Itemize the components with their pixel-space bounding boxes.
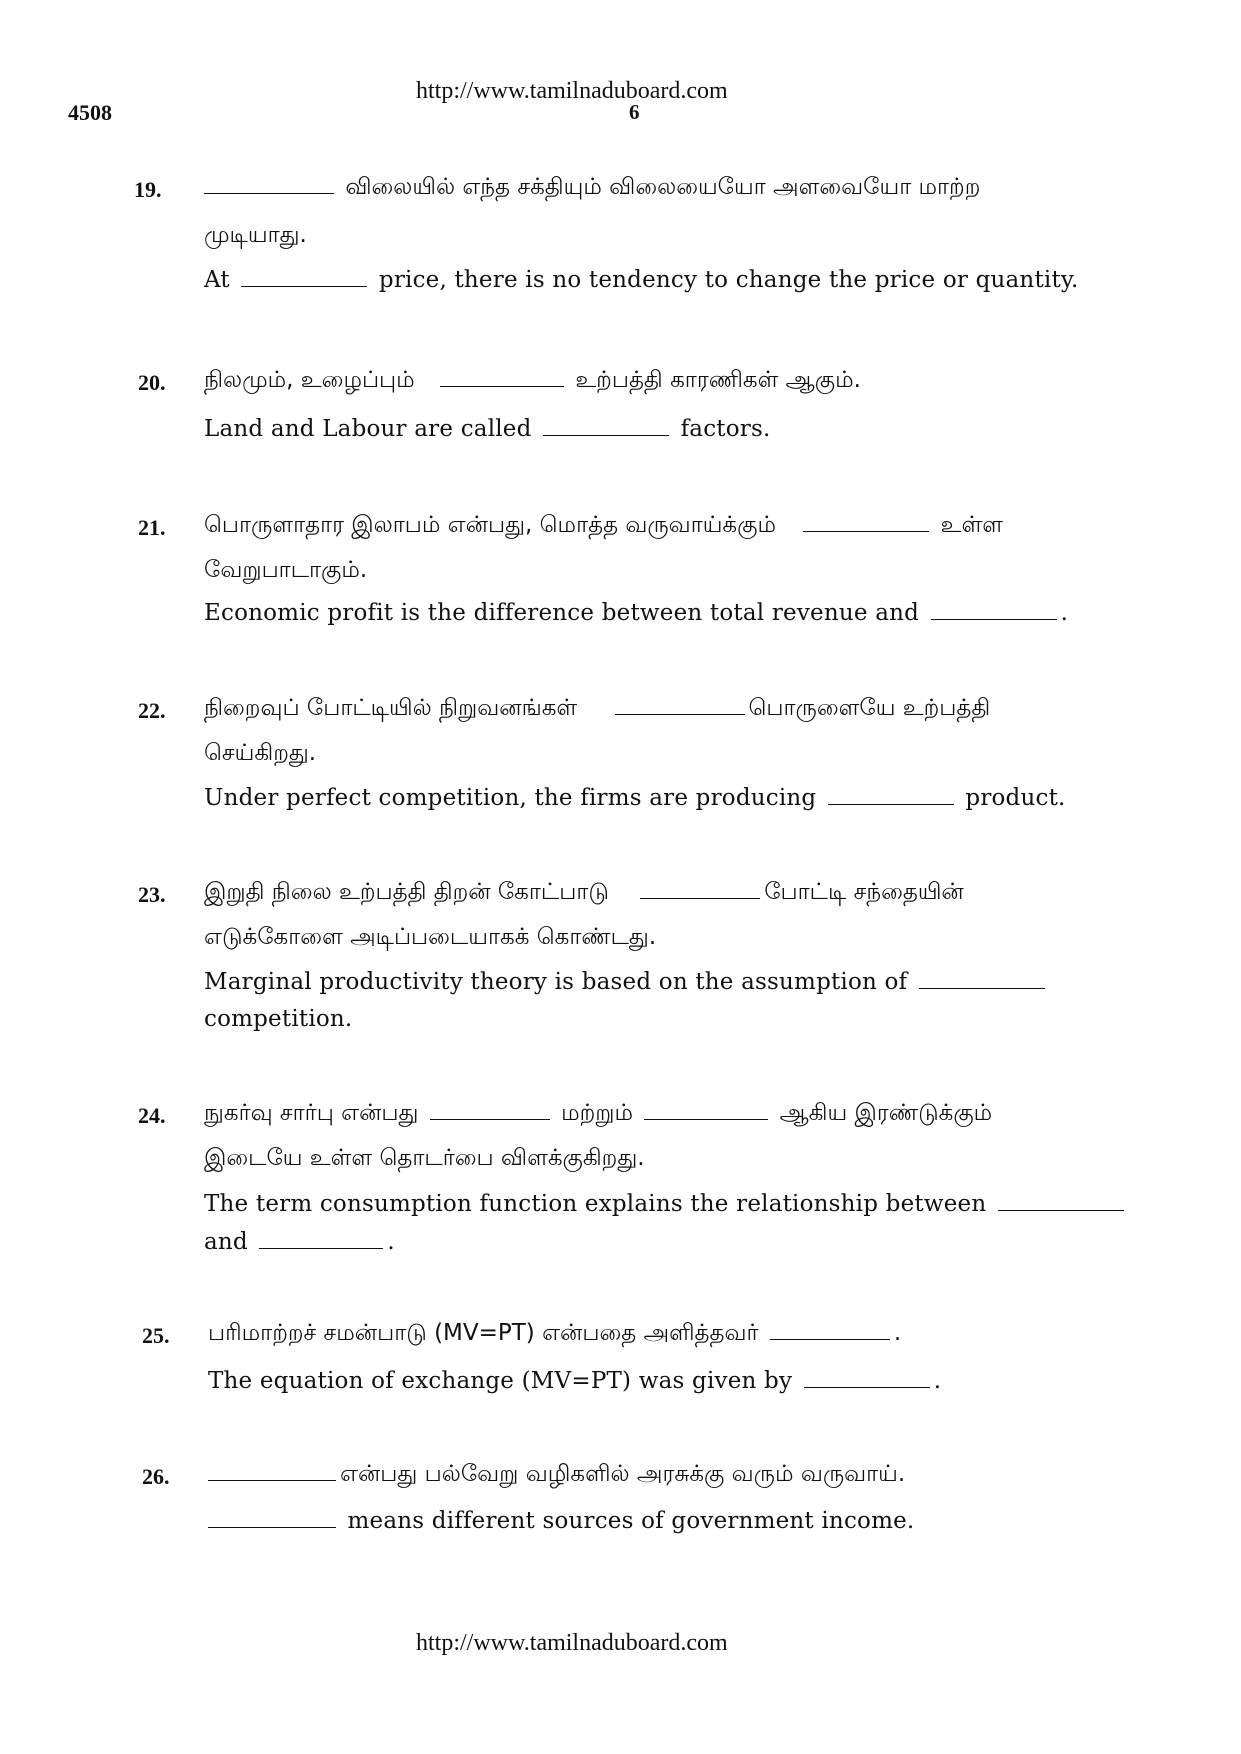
english-line bbox=[208, 1508, 914, 1534]
answer-blank bbox=[543, 434, 669, 436]
answer-blank bbox=[919, 987, 1045, 989]
footer-url: http://www.tamilnaduboard.com bbox=[416, 1630, 728, 1656]
english-line-2: competition. bbox=[204, 1006, 353, 1032]
tamil-text: பரிமாற்றச் சமன்பாடு (MV=PT) என்பதை அளித்தவர் bbox=[208, 1320, 759, 1346]
answer-blank bbox=[998, 1209, 1124, 1211]
english-text: The equation of exchange (MV=PT) was given by bbox=[208, 1368, 793, 1394]
answer-blank bbox=[615, 713, 745, 715]
tamil-line-1 bbox=[208, 1320, 901, 1349]
page-number: 6 bbox=[629, 100, 640, 124]
answer-blank bbox=[241, 285, 367, 287]
english-line bbox=[204, 969, 1049, 995]
tamil-text: பொருளாதார இலாபம் என்பது, மொத்த வருவாய்க்கும் bbox=[204, 512, 776, 538]
tamil-text: பொருளையே உற்பத்தி bbox=[748, 695, 991, 721]
english-line bbox=[204, 600, 1068, 626]
tamil-line-1 bbox=[204, 879, 964, 908]
question-number: 22. bbox=[138, 698, 166, 723]
tamil-line-2: செய்கிறது. bbox=[204, 740, 317, 766]
tamil-line-2: வேறுபாடாகும். bbox=[204, 557, 368, 583]
question-number: 23. bbox=[138, 882, 166, 907]
tamil-text: . bbox=[893, 1320, 902, 1346]
answer-blank bbox=[828, 803, 954, 805]
english-text: product. bbox=[965, 785, 1066, 811]
english-text: At bbox=[204, 267, 230, 293]
tamil-line-2: முடியாது. bbox=[204, 222, 307, 248]
question-number: 25. bbox=[142, 1323, 170, 1348]
question-number: 20. bbox=[138, 370, 166, 395]
english-line bbox=[204, 785, 1066, 811]
english-line-2 bbox=[204, 1229, 395, 1255]
english-text: Economic profit is the difference between total revenue and bbox=[204, 600, 920, 626]
answer-blank bbox=[208, 1479, 336, 1481]
tamil-text: உற்பத்தி காரணிகள் ஆகும். bbox=[575, 367, 861, 393]
question-number: 21. bbox=[138, 515, 166, 540]
tamil-text: இறுதி நிலை உற்பத்தி திறன் கோட்பாடு bbox=[204, 879, 609, 905]
answer-blank bbox=[931, 618, 1057, 620]
english-line bbox=[204, 416, 770, 442]
answer-blank bbox=[204, 192, 334, 194]
english-text: Marginal productivity theory is based on the assumption of bbox=[204, 969, 908, 995]
question-number: 24. bbox=[138, 1103, 166, 1128]
answer-blank bbox=[208, 1526, 336, 1528]
english-text: Under perfect competition, the firms are producing bbox=[204, 785, 817, 811]
tamil-line-1 bbox=[204, 174, 980, 203]
answer-blank bbox=[440, 385, 564, 387]
english-text: and bbox=[204, 1229, 248, 1255]
answer-blank bbox=[644, 1118, 768, 1120]
english-text: Land and Labour are called bbox=[204, 416, 532, 442]
tamil-line-1 bbox=[204, 1100, 992, 1129]
answer-blank bbox=[640, 897, 760, 899]
tamil-line-1 bbox=[208, 1461, 905, 1490]
tamil-line-1 bbox=[204, 367, 861, 396]
tamil-line-2: எடுக்கோளை அடிப்படையாகக் கொண்டது. bbox=[204, 924, 657, 950]
answer-blank bbox=[259, 1247, 383, 1249]
english-text: means different sources of government income. bbox=[347, 1508, 915, 1534]
answer-blank bbox=[804, 1386, 930, 1388]
answer-blank bbox=[803, 530, 929, 532]
tamil-text: விலையில் எந்த சக்தியும் விலையையோ அளவையோ மாற்ற bbox=[345, 174, 981, 200]
page-code: 4508 bbox=[68, 100, 112, 125]
header-url: http://www.tamilnaduboard.com bbox=[416, 78, 728, 104]
tamil-text: மற்றும் bbox=[561, 1100, 633, 1126]
english-text: . bbox=[387, 1229, 395, 1255]
english-text: factors. bbox=[680, 416, 771, 442]
english-text: . bbox=[933, 1368, 942, 1394]
tamil-text: நுகர்வு சார்பு என்பது bbox=[204, 1100, 419, 1126]
english-text: . bbox=[1060, 600, 1069, 626]
tamil-line-1 bbox=[204, 512, 1003, 541]
tamil-text: நிலமும், உழைப்பும் bbox=[204, 367, 415, 393]
tamil-text: என்பது பல்வேறு வழிகளில் அரசுக்கு வரும் வருவாய். bbox=[340, 1461, 906, 1487]
english-text: The term consumption function explains the relationship between bbox=[204, 1191, 987, 1217]
english-line bbox=[204, 267, 1079, 293]
tamil-text: உள்ள bbox=[940, 512, 1003, 538]
english-line bbox=[204, 1191, 1128, 1217]
tamil-text: நிறைவுப் போட்டியில் நிறுவனங்கள் bbox=[204, 695, 578, 721]
tamil-line-1 bbox=[204, 695, 990, 724]
tamil-text: போட்டி சந்தையின் bbox=[764, 879, 964, 905]
answer-blank bbox=[430, 1118, 550, 1120]
tamil-text: ஆகிய இரண்டுக்கும் bbox=[779, 1100, 993, 1126]
tamil-line-2: இடையே உள்ள தொடர்பை விளக்குகிறது. bbox=[204, 1145, 645, 1171]
english-text: price, there is no tendency to change the price or quantity. bbox=[378, 267, 1079, 293]
question-number: 19. bbox=[134, 177, 162, 202]
question-number: 26. bbox=[142, 1464, 170, 1489]
english-line bbox=[208, 1368, 941, 1394]
answer-blank bbox=[770, 1338, 890, 1340]
